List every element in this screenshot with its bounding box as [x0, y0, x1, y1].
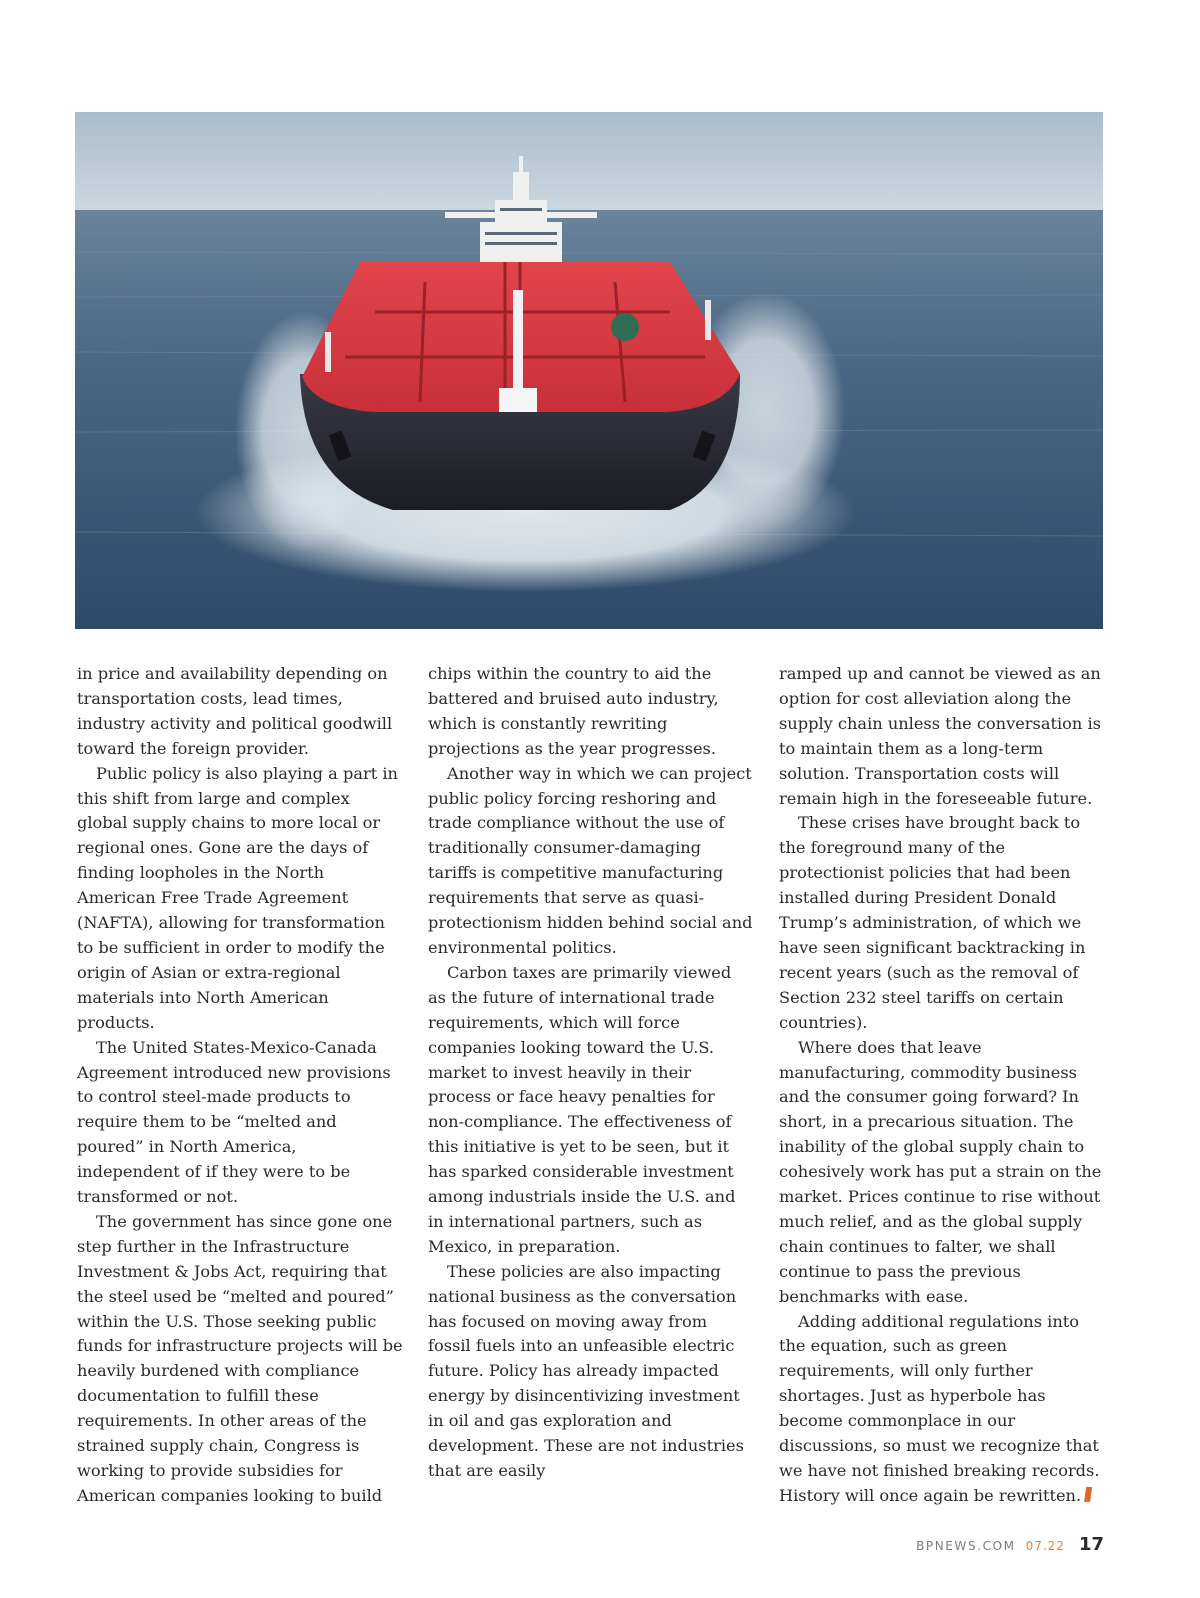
column-3: [779, 662, 1105, 1509]
footer-issue-date: 07.22: [1025, 1539, 1065, 1553]
bow-mast: [513, 290, 523, 400]
paragraph: Another way in which we can project public policy forcing reshoring and trade compliance without the use of traditionally consumer-damaging tariffs is competitive manufacturing requirements that serve as quasi-protectionism hidden behind social and environmental politics.: [428, 763, 753, 957]
page-footer: [916, 1534, 1104, 1555]
article-body: [77, 662, 1107, 1505]
page-number: 17: [1078, 1534, 1104, 1555]
paragraph: Where does that leave manufacturing, commodity business and the consumer going forward? In short, in a precarious situation. The inability of the global supply chain to cohesively work has put a strain on the market. Prices continue to rise without much relief, and as the global supply chain continues to falter, we shall continue to pass the previous benchmarks with ease.: [779, 1037, 1102, 1306]
ship-photo: [75, 112, 1103, 629]
paragraph: ramped up and cannot be viewed as an option for cost alleviation along the supply chain unless the conversation is to maintain them as a long-term solution. Transportation costs will remain high in the foreseeable future.: [779, 664, 1101, 808]
paragraph-last: [779, 1310, 1105, 1509]
deck-helipad: [611, 313, 639, 341]
paragraph: Carbon taxes are primarily viewed as the future of international trade requirements, which will force companies looking toward the U.S. market to invest heavily in their process or face heavy penalties for non-compliance. The effectiveness of this initiative is yet to be seen, but it has sparked considerable investment among industrials inside the U.S. and in international partners, such as Mexico, in preparation.: [428, 962, 736, 1256]
paragraph: The United States-Mexico-Canada Agreement introduced new provisions to control steel-made products to require them to be “melted and poured” in North America, independent of if they were to be transformed or not.: [77, 1037, 391, 1207]
sky: [75, 112, 1103, 212]
bow-mast-base: [499, 388, 537, 412]
column-2: [428, 662, 754, 1484]
paragraph: Public policy is also playing a part in this shift from large and complex global supply chains to more local or regional ones. Gone are the days of finding loopholes in the North American Free Trade Agreement (NAFTA), allowing for transformation to be sufficient in order to modify the origin of Asian or extra-regional materials into North American products.: [77, 763, 398, 1032]
footer-website: BPNEWS.COM: [916, 1539, 1016, 1553]
paragraph-text: Adding additional regulations into the equation, such as green requirements, will only further shortages. Just as hyperbole has become commonplace in our discussions, so must we recognize that we have not finished breaking records. History will once again be rewritten.: [779, 1311, 1100, 1505]
paragraph: in price and availability depending on transportation costs, lead times, industry activity and political goodwill toward the foreign provider.: [77, 664, 393, 758]
column-1: [77, 662, 403, 1509]
paragraph: These policies are also impacting national business as the conversation has focused on moving away from fossil fuels into an unfeasible electric future. Policy has already impacted energy by disincentivizing investment in oil and gas exploration and development. These are not industries that are easily: [428, 1261, 744, 1480]
hero-photo: [75, 112, 1103, 629]
paragraph: The government has since gone one step further in the Infrastructure Investment & Jobs Act, requiring that the steel used be “melted and poured” within the U.S. Those seeking public funds for infrastructure projects will be heavily burdened with compliance documentation to fulfill these requirements. In other areas of the strained supply chain, Congress is working to provide subsidies for American companies looking to build: [77, 1211, 403, 1505]
paragraph: chips within the country to aid the battered and bruised auto industry, which is constantly rewriting projections as the year progresses.: [428, 664, 719, 758]
end-of-article-icon: [1084, 1487, 1092, 1502]
paragraph: These crises have brought back to the foreground many of the protectionist policies that had been installed during President Donald Trump’s administration, of which we have seen significant backtracking in recent years (such as the removal of Section 232 steel tariffs on certain countries).: [779, 813, 1086, 1032]
